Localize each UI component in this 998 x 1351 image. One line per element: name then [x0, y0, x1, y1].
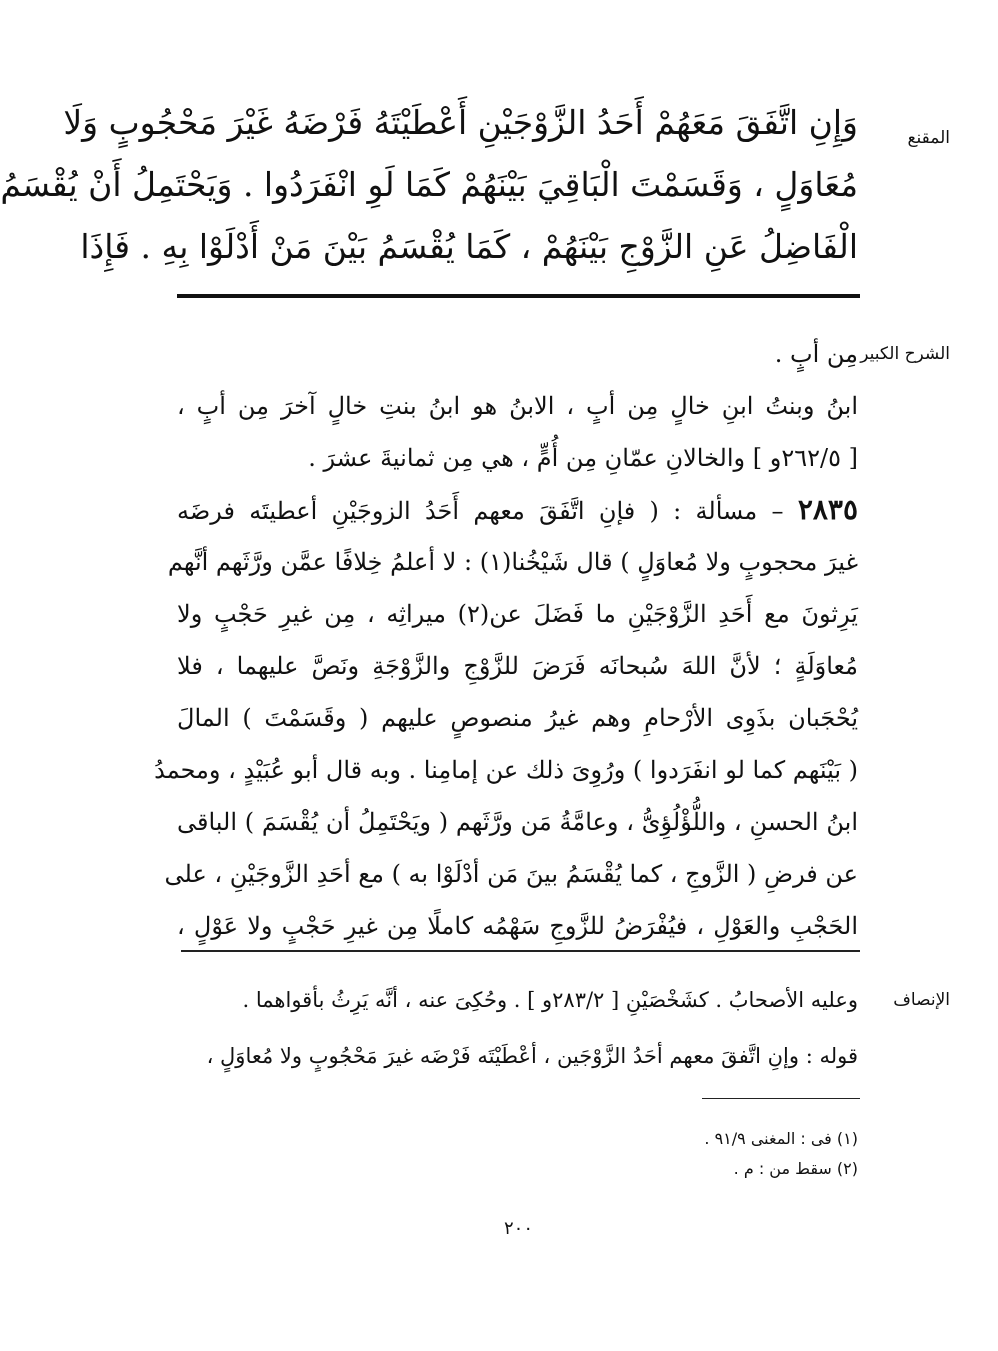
insaf-line: وعليه الأصحابُ . كشَخْصَيْنِ [ ٢٨٣/٢و ] . وحُكِىَ عنه ، أنَّه يَرِثُ بأقواهما . [242, 988, 858, 1012]
sharh-line: ( بَيْنَهم كما لو انفَرَدوا ) ورُوِىَ ذلك عن إمامِنا . وبه قال أبو عُبَيْدٍ ، ومحمدُ [154, 756, 858, 784]
sharh-line: مِن أبٍ . [774, 340, 858, 368]
sharh-line: مُعاوَلَةٍ ؛ لأنَّ اللهَ سُبحانَه فَرَضَ للزَّوْجِ والزَّوْجَةِ ونَصَّ عليهما ، فلا [177, 652, 858, 680]
muqni-text [0, 92, 858, 278]
footnote: (٢) سقط من : م . [733, 1159, 858, 1178]
issue-text: – مسألة : ( فإنِ اتَّفَقَ معهم أَحَدُ الزوجَيْنِ أعطيتَه فرضَه [177, 497, 784, 525]
sharh-line: ابنُ وبنتُ ابنِ خالٍ مِن أبٍ ، الابنُ هو ابنُ بنتِ خالٍ آخرَ مِن أبٍ ، [177, 392, 858, 420]
sharh-line: عن فرضِ ( الزَّوجِ ، كما يُقْسَمُ بينَ مَن أدْلَوْا به ) مع أحَدِ الزَّوجَيْنِ ، على [164, 860, 858, 888]
sharh-line: يَرِثونَ مع أَحَدِ الزَّوْجَيْنِ ما فَضَلَ عن(٢) ميراثِه ، مِن غيرِ حَجْبٍ ولا [177, 600, 858, 628]
sharh-line: يُحْجَبان بذَوِى الأرْحامِ وهم غيرُ منصوصٍ عليهم ( وقَسَمْتَ ) المالَ [177, 704, 858, 732]
footnote-divider [702, 1098, 860, 1099]
section-label-insaf: الإنصاف [893, 990, 950, 1010]
sharh-line: [ ٢٦٢/٥و ] والخالانِ عمّانِ مِن أُمٍّ ، هي مِن ثمانيةَ عشرَ . [308, 444, 858, 472]
muqni-line: وَإِنِ اتَّفَقَ مَعَهُمْ أَحَدُ الزَّوْجَيْنِ أَعْطَيْتَهُ فَرْضَهُ غَيْرَ مَحْجُوبٍ وَلَا [63, 103, 858, 142]
footnote: (١) فى : المغنى ٩١/٩ . [704, 1129, 858, 1148]
section-divider [177, 294, 860, 298]
section-label-sharh: الشرح الكبير [860, 344, 950, 364]
insaf-line: قوله : وإنِ اتَّفقَ معهم أحَدُ الزَّوْجَين ، أعْطَيْتَه فَرْضَه غيرَ مَحْجُوبٍ ولا مُعاوَلٍ ، [206, 1044, 858, 1068]
sharh-text [154, 328, 858, 952]
muqni-line: الْفَاضِلُ عَنِ الزَّوْجِ بَيْنَهُمْ ، كَمَا يُقْسَمُ بَيْنَ مَنْ أَدْلَوْا بِهِ . فَإِذَا [80, 227, 858, 266]
sharh-line-issue [177, 484, 858, 536]
issue-number: ٢٨٣٥ [797, 493, 858, 526]
footnotes [458, 1124, 858, 1184]
sharh-line: ابنُ الحسنِ ، واللُّؤْلُؤِىُّ ، وعامَّةُ مَن ورَّثَهم ( ويَحْتَمِلُ أن يُقْسَمَ ) الباقى [177, 808, 858, 836]
insaf-text [177, 972, 858, 1084]
muqni-line: مُعَاوَلٍ ، وَقَسَمْتَ الْبَاقِيَ بَيْنَهُمْ كَمَا لَوِ انْفَرَدُوا . وَيَحْتَمِلُ أَنْ يُقْسَمُ [0, 165, 858, 204]
section-label-muqni: المقنع [907, 128, 950, 148]
section-divider [181, 950, 860, 952]
sharh-line: الحَجْبِ والعَوْلِ ، فيُفْرَضُ للزَّوجِ سَهْمُه كاملًا مِن غيرِ حَجْبٍ ولا عَوْلٍ ، [177, 912, 858, 940]
page-number: ٢٠٠ [503, 1218, 533, 1239]
sharh-line: غيرَ محجوبٍ ولا مُعاوَلٍ ) قال شَيْخُنا(١) : لا أعلمُ خِلافًا عمَّن ورَّثَهم أنَّهم [167, 548, 858, 576]
